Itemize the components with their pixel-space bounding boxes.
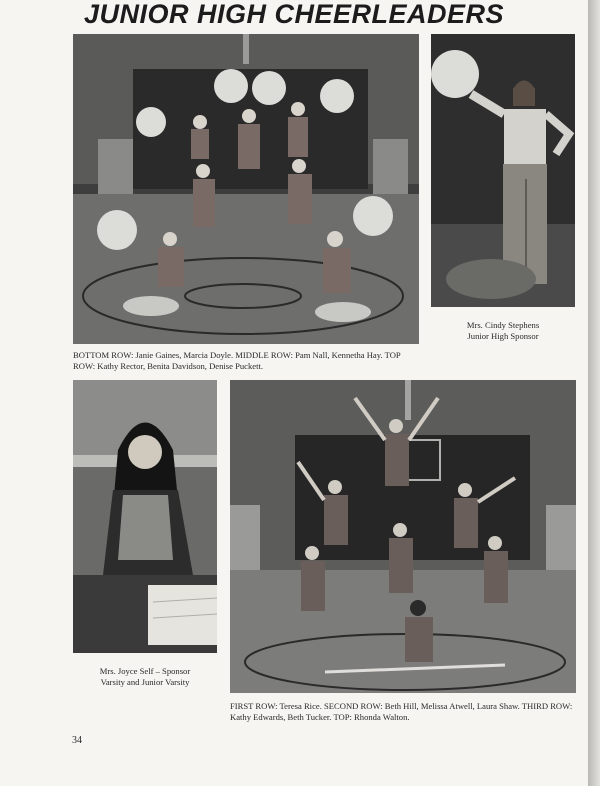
page-title: JUNIOR HIGH CHEERLEADERS [83,0,505,29]
cheerleader-pyramid-illustration [73,34,419,344]
cheerleader-pyramid-photo [73,34,419,344]
top-right-caption [431,320,575,341]
bottom-left-caption-role: Varsity and Junior Varsity [100,676,190,687]
bottom-right-caption: FIRST ROW: Teresa Rice. SECOND ROW: Beth Hill, Melissa Atwell, Laura Shaw. THIRD ROW: Kathy Edwards, Beth Tucker. TOP: Rhonda Walton. [230,701,573,722]
top-right-caption-name: Mrs. Cindy Stephens [466,320,540,330]
cheerleader-formation-illustration [230,380,576,693]
sponsor-at-desk-illustration [73,380,217,653]
bottom-left-caption [73,666,217,687]
sponsor-at-desk-photo [73,380,217,653]
cheerleader-formation-photo [230,380,576,693]
sponsor-portrait-photo [431,34,575,307]
sponsor-portrait-illustration [431,34,575,307]
top-right-caption-role: Junior High Sponsor [467,330,539,341]
page-number: 34 [72,735,82,746]
bottom-left-caption-name: Mrs. Joyce Self – Sponsor [99,666,191,676]
page-edge [588,0,600,786]
top-left-caption: BOTTOM ROW: Janie Gaines, Marcia Doyle. MIDDLE ROW: Pam Nall, Kennetha Hay. TOP ROW: Kathy Rector, Benita Davidson, Denise Puckett. [73,350,401,371]
